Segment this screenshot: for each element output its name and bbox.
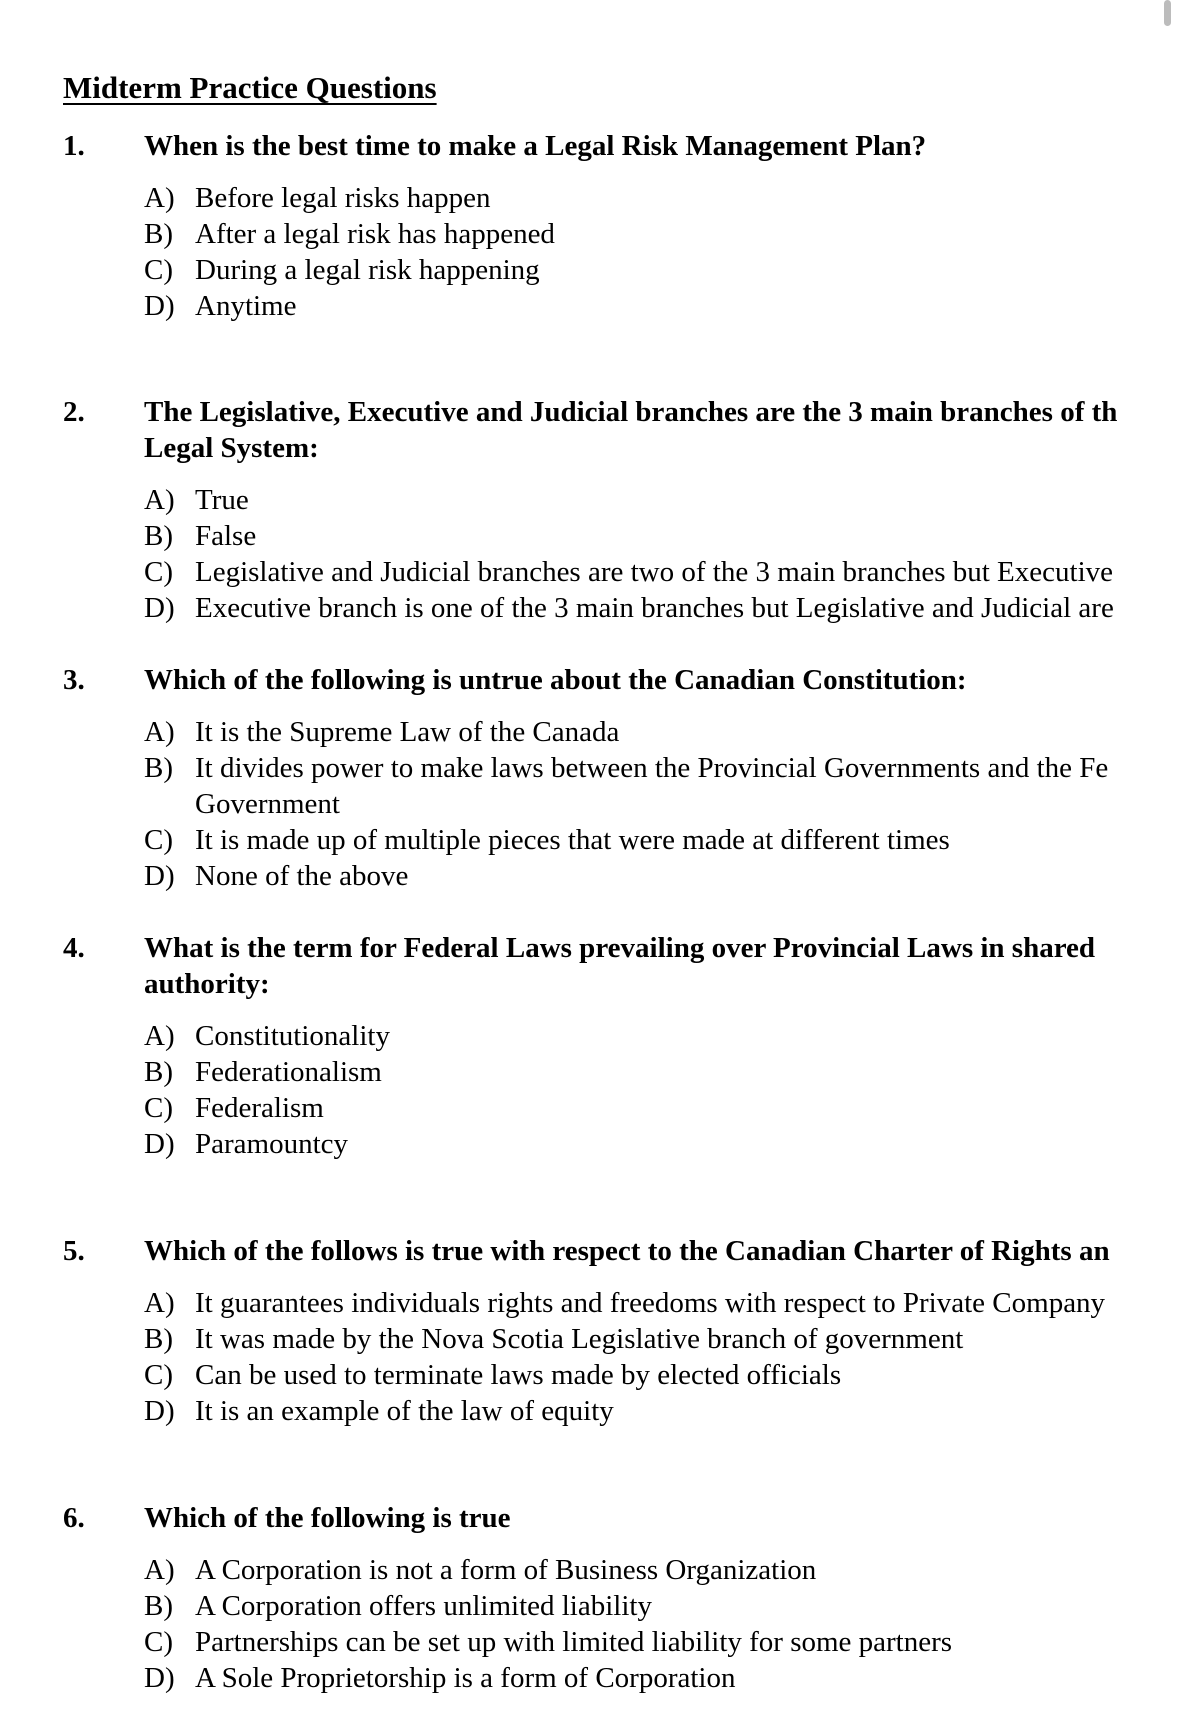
option-letter: A) <box>144 1020 175 1052</box>
answer-options <box>144 482 1179 626</box>
question-text <box>144 1233 1179 1269</box>
option-letter: D) <box>144 290 175 322</box>
option-text: It divides power to make laws between the Provincial Governments and the Fe <box>195 752 1109 784</box>
question-text <box>144 930 1179 1002</box>
question-text-line: Which of the following is untrue about the Canadian Constitution: <box>144 664 967 696</box>
answer-option-a <box>144 482 1179 518</box>
question-text-line: Which of the following is true <box>144 1502 511 1534</box>
option-letter: A) <box>144 484 175 516</box>
answer-option-b <box>144 750 1179 822</box>
answer-option-c <box>144 554 1179 590</box>
question-number: 5. <box>63 1235 85 1267</box>
option-text: A Corporation offers unlimited liability <box>195 1590 652 1622</box>
option-text: During a legal risk happening <box>195 254 540 286</box>
option-letter: C) <box>144 254 173 286</box>
answer-options <box>144 1285 1179 1429</box>
answer-option-a <box>144 1018 1179 1054</box>
question-text-line: When is the best time to make a Legal Risk Management Plan? <box>144 130 927 162</box>
option-letter: D) <box>144 860 175 892</box>
option-text: It guarantees individuals rights and freedoms with respect to Private Company <box>195 1287 1106 1319</box>
option-text: True <box>195 484 249 516</box>
answer-option-b <box>144 1054 1179 1090</box>
answer-option-b <box>144 216 1179 252</box>
option-letter: A) <box>144 716 175 748</box>
question-number: 1. <box>63 130 85 162</box>
option-letter: B) <box>144 1590 173 1622</box>
option-text: It is made up of multiple pieces that were made at different times <box>195 824 950 856</box>
answer-option-a <box>144 1552 1179 1588</box>
answer-option-a <box>144 1285 1179 1321</box>
option-text: Constitutionality <box>195 1020 390 1052</box>
answer-option-d <box>144 1126 1179 1162</box>
option-text: It is an example of the law of equity <box>195 1395 614 1427</box>
option-text: A Sole Proprietorship is a form of Corporation <box>195 1662 736 1694</box>
answer-option-c <box>144 822 1179 858</box>
option-letter: D) <box>144 1395 175 1427</box>
option-letter: A) <box>144 1554 175 1586</box>
option-text: Legislative and Judicial branches are two of the 3 main branches but Executive <box>195 556 1114 588</box>
option-text: It is the Supreme Law of the Canada <box>195 716 620 748</box>
answer-options <box>144 1552 1179 1696</box>
answer-option-b <box>144 518 1179 554</box>
answer-option-d <box>144 590 1179 626</box>
option-letter: D) <box>144 592 175 624</box>
question-number: 4. <box>63 932 85 964</box>
answer-option-d <box>144 1660 1179 1696</box>
question-number: 6. <box>63 1502 85 1534</box>
question-text-line: What is the term for Federal Laws prevailing over Provincial Laws in shared <box>144 932 1096 964</box>
option-letter: C) <box>144 1092 173 1124</box>
option-letter: B) <box>144 1056 173 1088</box>
answer-option-d <box>144 858 1179 894</box>
option-text: None of the above <box>195 860 409 892</box>
answer-option-c <box>144 1624 1179 1660</box>
answer-option-d <box>144 1393 1179 1429</box>
question-text-line: Legal System: <box>144 432 319 464</box>
question-text <box>144 128 1179 164</box>
answer-option-b <box>144 1321 1179 1357</box>
question-text <box>144 394 1179 466</box>
option-letter: A) <box>144 1287 175 1319</box>
option-text: A Corporation is not a form of Business Organization <box>195 1554 817 1586</box>
answer-option-c <box>144 1090 1179 1126</box>
option-letter: A) <box>144 182 175 214</box>
option-letter: B) <box>144 752 173 784</box>
answer-option-d <box>144 288 1179 324</box>
option-letter: C) <box>144 824 173 856</box>
option-text: Federationalism <box>195 1056 382 1088</box>
option-letter: D) <box>144 1128 175 1160</box>
option-letter: C) <box>144 1359 173 1391</box>
answer-option-c <box>144 1357 1179 1393</box>
option-text: It was made by the Nova Scotia Legislative branch of government <box>195 1323 964 1355</box>
question-text-line: Which of the follows is true with respect to the Canadian Charter of Rights an <box>144 1235 1110 1267</box>
option-letter: B) <box>144 218 173 250</box>
option-letter: C) <box>144 556 173 588</box>
question-text <box>144 662 1179 698</box>
option-text: Government <box>195 788 340 820</box>
option-text: Before legal risks happen <box>195 182 491 214</box>
question-text-line: authority: <box>144 968 270 1000</box>
question-text-line: The Legislative, Executive and Judicial branches are the 3 main branches of th <box>144 396 1118 428</box>
answer-option-b <box>144 1588 1179 1624</box>
option-letter: B) <box>144 520 173 552</box>
answer-option-a <box>144 714 1179 750</box>
option-text: Federalism <box>195 1092 324 1124</box>
option-letter: B) <box>144 1323 173 1355</box>
option-text: Can be used to terminate laws made by elected officials <box>195 1359 842 1391</box>
scroll-indicator[interactable] <box>1164 0 1171 26</box>
question-text <box>144 1500 1179 1536</box>
answer-options <box>144 180 1179 324</box>
option-text: Paramountcy <box>195 1128 349 1160</box>
question-number: 3. <box>63 664 85 696</box>
answer-option-a <box>144 180 1179 216</box>
answer-option-c <box>144 252 1179 288</box>
page-title: Midterm Practice Questions <box>63 70 437 105</box>
option-text: Anytime <box>195 290 297 322</box>
question-number: 2. <box>63 396 85 428</box>
answer-options <box>144 714 1179 894</box>
option-text: False <box>195 520 257 552</box>
option-letter: C) <box>144 1626 173 1658</box>
option-text: Executive branch is one of the 3 main branches but Legislative and Judicial are <box>195 592 1114 624</box>
answer-options <box>144 1018 1179 1162</box>
option-text: After a legal risk has happened <box>195 218 555 250</box>
option-letter: D) <box>144 1662 175 1694</box>
option-text: Partnerships can be set up with limited liability for some partners <box>195 1626 953 1658</box>
